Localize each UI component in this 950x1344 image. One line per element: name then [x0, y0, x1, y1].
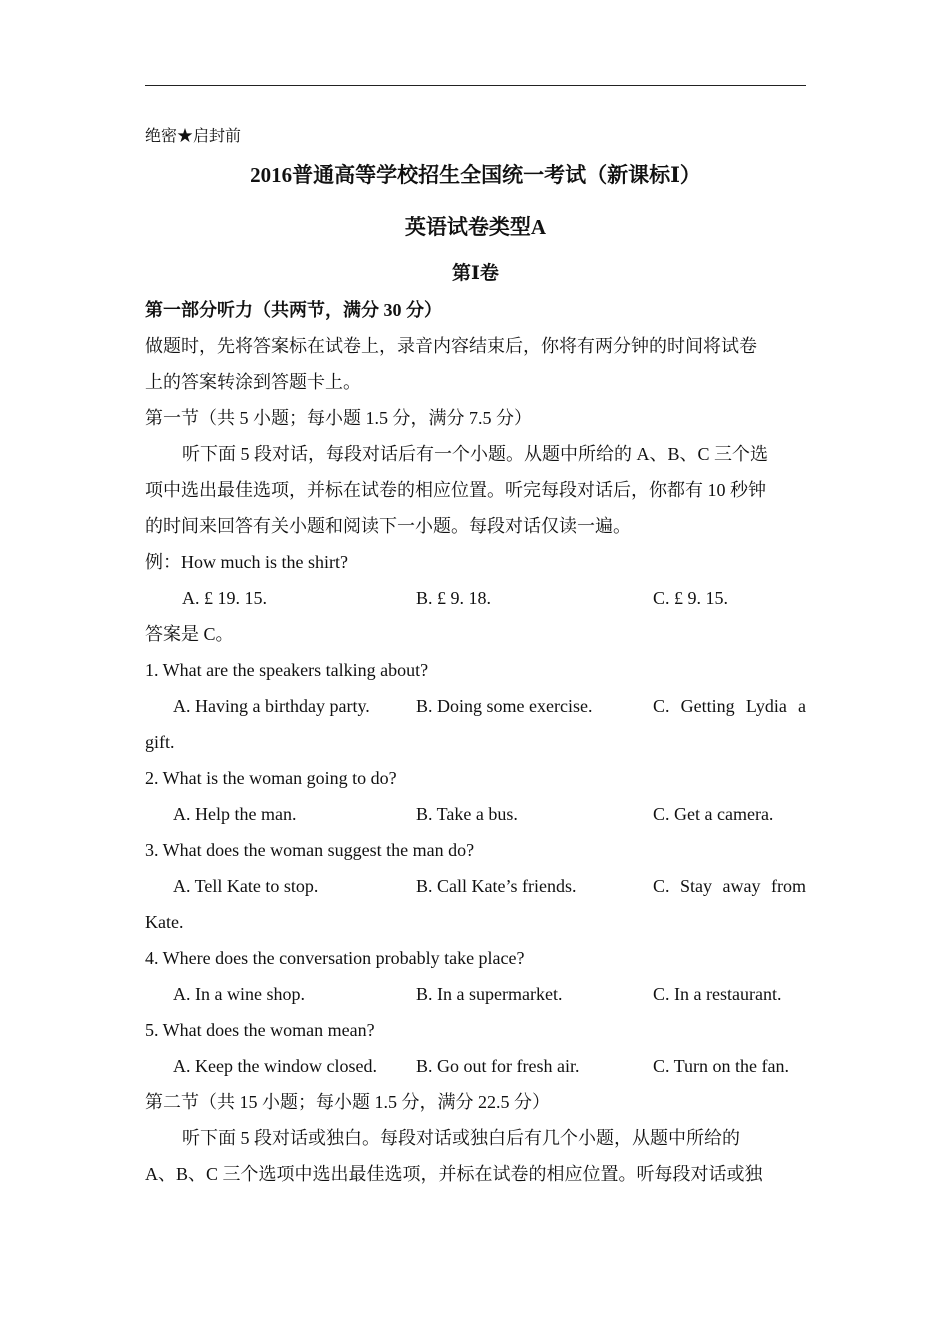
- section1-heading: 第一节（共 5 小题；每小题 1.5 分，满分 7.5 分）: [145, 408, 532, 428]
- option-c: [653, 688, 806, 724]
- section1-instruction-line: 项中选出最佳选项，并标在试卷的相应位置。听完每段对话后，你都有 10 秒钟: [145, 480, 766, 500]
- option-a: A. Having a birthday party.: [173, 696, 370, 716]
- option-a: A. Keep the window closed.: [173, 1056, 377, 1076]
- option-b: B. Call Kate’s friends.: [416, 876, 577, 896]
- option-c-continuation: Kate.: [145, 912, 184, 932]
- option-a: A. Tell Kate to stop.: [173, 876, 319, 896]
- section2-heading: 第二节（共 15 小题；每小题 1.5 分，满分 22.5 分）: [145, 1092, 550, 1112]
- option-c-word: C.: [653, 696, 670, 716]
- option-c-word: a: [797, 696, 806, 716]
- option-c: C. Turn on the fan.: [653, 1056, 790, 1076]
- option-a: A. In a wine shop.: [173, 984, 305, 1004]
- option-c-word: C.: [653, 876, 670, 896]
- question-text: 2. What is the woman going to do?: [145, 768, 397, 788]
- option-c-word: away: [722, 876, 761, 896]
- option-b: B. £ 9. 18.: [416, 588, 492, 608]
- section2-instruction-line: A、B、C 三个选项中选出最佳选项，并标在试卷的相应位置。听每段对话或独: [145, 1164, 763, 1184]
- exam-page: [145, 122, 806, 1192]
- header-rule: [145, 85, 806, 86]
- example-options: [145, 580, 806, 616]
- option-b: B. In a supermarket.: [416, 984, 563, 1004]
- question-text: 3. What does the woman suggest the man do?: [145, 840, 475, 860]
- option-a: A. £ 19. 15.: [182, 588, 267, 608]
- option-c: C. £ 9. 15.: [653, 588, 729, 608]
- option-c-continuation: gift.: [145, 732, 175, 752]
- volume-heading: 第Ⅰ卷: [452, 263, 499, 284]
- part1-intro-line: 做题时，先将答案标在试卷上，录音内容结束后，你将有两分钟的时间将试卷: [145, 336, 757, 356]
- option-a: A. Help the man.: [173, 804, 297, 824]
- option-c-word: from: [770, 876, 806, 896]
- option-c-word: Lydia: [745, 696, 787, 716]
- question-text: 5. What does the woman mean?: [145, 1020, 375, 1040]
- question-options: [145, 1048, 806, 1084]
- section1-instruction-line: 的时间来回答有关小题和阅读下一小题。每段对话仅读一遍。: [145, 516, 631, 536]
- option-c: C. In a restaurant.: [653, 984, 782, 1004]
- confidential-label: 绝密★启封前: [145, 128, 242, 145]
- option-c: [653, 868, 806, 904]
- option-b: B. Go out for fresh air.: [416, 1056, 580, 1076]
- exam-subtitle: 英语试卷类型A: [404, 215, 547, 239]
- question-options: [145, 796, 806, 832]
- option-c-word: Stay: [680, 876, 713, 896]
- question-options: [145, 688, 806, 724]
- question-options: [145, 976, 806, 1012]
- question-text: 4. Where does the conversation probably take place?: [145, 948, 525, 968]
- option-b: B. Take a bus.: [416, 804, 518, 824]
- example-question: 例：How much is the shirt?: [145, 552, 348, 572]
- example-answer: 答案是 C。: [145, 624, 234, 644]
- part1-intro-line: 上的答案转涂到答题卡上。: [145, 372, 361, 392]
- exam-title: 2016普通高等学校招生全国统一考试（新课标Ⅰ）: [250, 163, 701, 187]
- option-c: C. Get a camera.: [653, 804, 774, 824]
- question-text: 1. What are the speakers talking about?: [145, 660, 429, 680]
- section2-instruction-line: 听下面 5 段对话或独白。每段对话或独白后有几个小题，从题中所给的: [182, 1128, 740, 1148]
- part1-heading: 第一部分听力（共两节，满分 30 分）: [145, 300, 442, 320]
- section1-instruction-line: 听下面 5 段对话，每段对话后有一个小题。从题中所给的 A、B、C 三个选: [182, 444, 769, 464]
- option-c-word: Getting: [680, 696, 735, 716]
- question-options: [145, 868, 806, 904]
- option-b: B. Doing some exercise.: [416, 696, 593, 716]
